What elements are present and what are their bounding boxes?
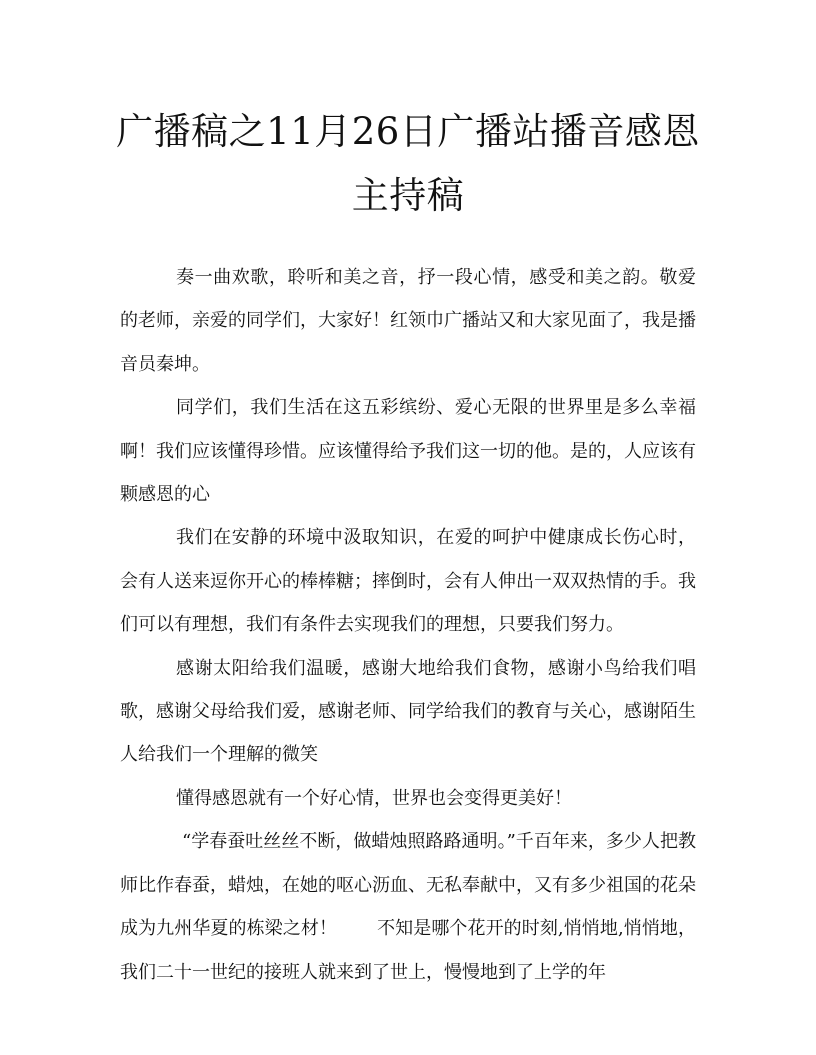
- document-title-line-2: 主持稿: [351, 174, 465, 217]
- paragraph-6-part-1: “学春蚕吐丝丝不断，做蜡烛照路路通明。”千百年来，多少人把教师比作春蚕，蜡烛，在她的呕心沥血、无私奉献中，又有多少祖国的花朵成为九州华夏的栋梁之材！: [120, 831, 696, 940]
- paragraph-1: 奏一曲欢歌，聆听和美之音，抒一段心情，感受和美之韵。敬爱的老师，亲爱的同学们，大家好！红领巾广播站又和大家见面了，我是播音员秦坤。: [120, 267, 696, 375]
- document-title-line-1: 广播稿之11月26日广播站播音感恩: [116, 110, 700, 153]
- paragraph-3: 我们在安静的环境中汲取知识，在爱的呵护中健康成长伤心时，会有人送来逗你开心的棒棒糖；摔倒时，会有人伸出一双双热情的手。我们可以有理想，我们有条件去实现我们的理想，只要我们努力。: [120, 527, 696, 636]
- paragraph-5: 懂得感恩就有一个好心情，世界也会变得更美好！: [176, 787, 572, 809]
- paragraph-6: [120, 820, 696, 994]
- paragraph-2: 同学们，我们生活在这五彩缤纷、爱心无限的世界里是多么幸福啊！我们应该懂得珍惜。应该懂得给予我们这一切的他。是的，人应该有颗感恩的心: [120, 397, 696, 506]
- document-body: [120, 256, 696, 994]
- paragraph-6-part-2: 不知是哪个花开的时刻,悄悄地,悄悄地，我们二十一世纪的接班人就来到了世上，慢慢地到了上学的年: [120, 918, 697, 983]
- paragraph-4: 感谢太阳给我们温暖，感谢大地给我们食物，感谢小鸟给我们唱歌，感谢父母给我们爱，感谢老师、同学给我们的教育与关心，感谢陌生人给我们一个理解的微笑: [120, 657, 696, 766]
